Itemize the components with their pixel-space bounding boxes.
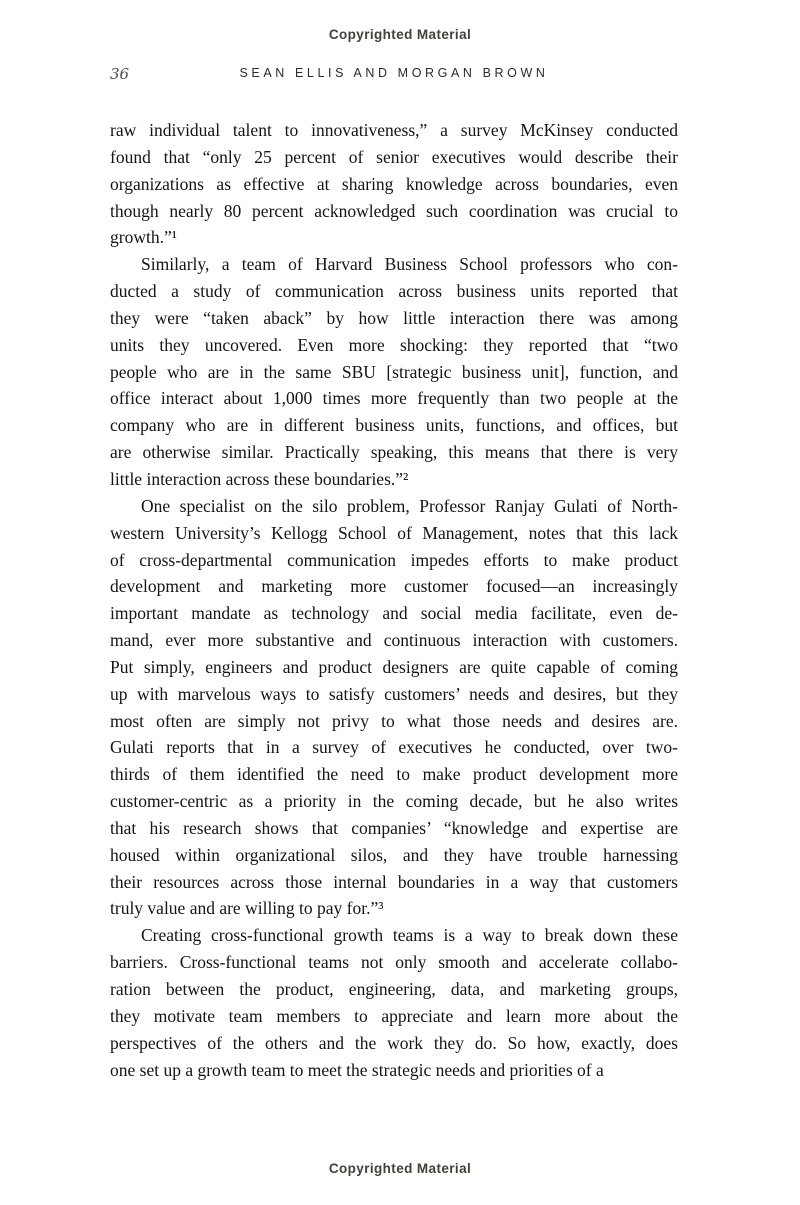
text-line: One specialist on the silo problem, Professor Ranjay Gulati of North- [141, 495, 678, 516]
text-line: most often are simply not privy to what those needs and desires are. [110, 710, 678, 731]
text-line: one set up a growth team to meet the strategic needs and priorities of a [110, 1059, 604, 1080]
page-number: 36 [110, 65, 130, 83]
running-header-title: SEAN ELLIS AND MORGAN BROWN [239, 66, 549, 80]
text-line: little interaction across these boundaries.”² [110, 468, 409, 489]
text-line: important mandate as technology and social media facilitate, even de- [110, 603, 678, 624]
text-line: western University’s Kellogg School of Management, notes that this lack [110, 522, 678, 543]
text-line: they motivate team members to appreciate and learn more about the [110, 1005, 678, 1026]
text-line: growth.”¹ [110, 227, 177, 248]
running-header [110, 63, 678, 85]
text-line: up with marvelous ways to satisfy customers’ needs and desires, but they [110, 683, 678, 704]
text-line: of cross-departmental communication impedes efforts to make product [110, 549, 678, 570]
paragraph [110, 251, 678, 493]
text-line: that his research shows that companies’ “knowledge and expertise are [110, 817, 678, 838]
text-line: Put simply, engineers and product designers are quite capable of coming [110, 656, 678, 677]
paragraph [110, 117, 678, 251]
text-line: perspectives of the others and the work they do. So how, exactly, does [110, 1032, 678, 1053]
text-line: Creating cross-functional growth teams is a way to break down these [141, 925, 678, 946]
text-line: their resources across those internal boundaries in a way that customers [110, 871, 678, 892]
text-line: ducted a study of communication across business units reported that [110, 281, 678, 302]
text-line: housed within organizational silos, and they have trouble harnessing [110, 844, 678, 865]
text-line: units they uncovered. Even more shocking: they reported that “two [110, 334, 678, 355]
text-line: barriers. Cross-functional teams not only smooth and accelerate collabo- [110, 952, 678, 973]
text-line: found that “only 25 percent of senior executives would describe their [110, 146, 678, 167]
text-line: Gulati reports that in a survey of executives he conducted, over two- [110, 737, 678, 758]
text-line: mand, ever more substantive and continuous interaction with customers. [110, 630, 678, 651]
copyright-notice-bottom: Copyrighted Material [328, 1161, 472, 1176]
text-line: company who are in different business units, functions, and offices, but [110, 415, 678, 436]
body-text [110, 117, 678, 1083]
text-line: truly value and are willing to pay for.”³ [110, 898, 384, 919]
text-line: Similarly, a team of Harvard Business School professors who con- [141, 254, 678, 275]
paragraph [110, 493, 678, 923]
text-line: organizations as effective at sharing knowledge across boundaries, even [110, 173, 678, 194]
text-line: development and marketing more customer focused—an increasingly [110, 576, 678, 597]
copyright-notice-top: Copyrighted Material [328, 27, 472, 42]
text-line: people who are in the same SBU [strategic business unit], function, and [110, 361, 678, 382]
text-line: ration between the product, engineering, data, and marketing groups, [110, 979, 678, 999]
text-line: are otherwise similar. Practically speaking, this means that there is very [110, 442, 678, 463]
text-line: thirds of them identified the need to make product development more [110, 764, 678, 785]
text-line: raw individual talent to innovativeness,” a survey McKinsey conducted [110, 120, 678, 140]
text-line: they were “taken aback” by how little interaction there was among [110, 307, 678, 328]
text-line: office interact about 1,000 times more frequently than two people at the [110, 388, 678, 409]
text-line: customer-centric as a priority in the coming decade, but he also writes [110, 791, 678, 812]
paragraph [110, 922, 678, 1083]
text-line: though nearly 80 percent acknowledged such coordination was crucial to [110, 200, 678, 221]
